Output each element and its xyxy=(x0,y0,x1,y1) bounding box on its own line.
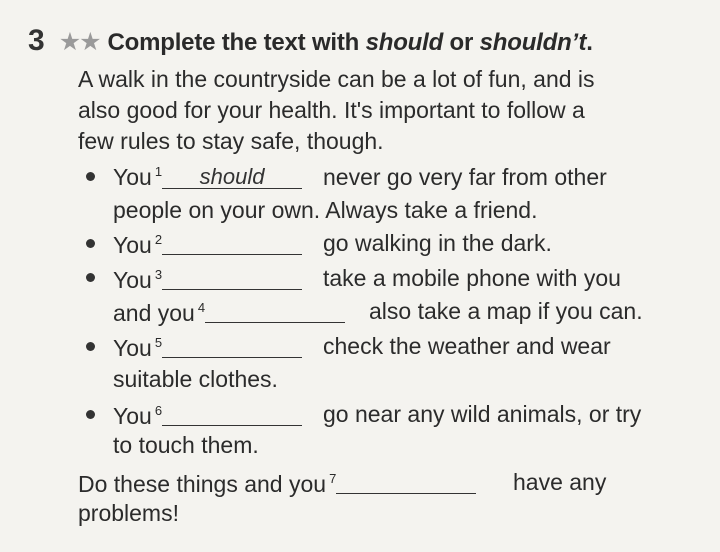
answer-blank[interactable] xyxy=(162,164,302,189)
gap-number: 6 xyxy=(154,403,163,418)
bullet-icon xyxy=(86,239,95,248)
item-text: people on your own. Always take a friend. xyxy=(113,197,538,223)
item-text: to touch them. xyxy=(113,432,259,458)
list-item: You $^6$ xyxy=(113,399,302,435)
gap-number: 5 xyxy=(154,335,163,350)
list-item: You $^3$ xyxy=(113,263,302,299)
item-text: never go very far from other xyxy=(323,164,607,190)
exercise-number: 3 xyxy=(28,24,45,57)
item-text: go walking in the dark. xyxy=(323,230,552,256)
item-text: go near any wild animals, or try xyxy=(323,401,642,427)
intro-line: A walk in the countryside can be a lot of fun, and is xyxy=(78,66,595,92)
exercise-heading xyxy=(28,24,593,62)
answer-blank[interactable] xyxy=(162,230,302,255)
answer-blank[interactable] xyxy=(162,333,302,358)
difficulty-stars-icon: ★★ xyxy=(58,28,100,56)
item-text: check the weather and wear xyxy=(323,333,611,359)
bullet-icon xyxy=(86,172,95,181)
exercise-instruction: Complete the text with should or shouldn’t. xyxy=(107,29,593,56)
filled-answer: should xyxy=(199,164,265,189)
bullet-icon xyxy=(86,342,95,351)
item-text: also take a map if you can. xyxy=(369,298,643,324)
list-item: You $^2$ xyxy=(113,228,302,264)
gap-number: 7 xyxy=(329,471,337,486)
answer-blank[interactable] xyxy=(336,469,476,494)
bullet-icon xyxy=(86,410,95,419)
list-item: You $^1$ should xyxy=(113,162,302,196)
answer-blank[interactable] xyxy=(162,265,302,290)
closing-line: Do these things and you $^7$ xyxy=(78,467,476,503)
answer-blank[interactable] xyxy=(205,298,345,323)
gap-number: 1 xyxy=(154,164,163,179)
gap-number: 3 xyxy=(154,267,163,282)
bullet-icon xyxy=(86,273,95,282)
closing-text: problems! xyxy=(78,500,179,526)
item-text: take a mobile phone with you xyxy=(323,265,621,291)
answer-blank[interactable] xyxy=(162,401,302,426)
intro-line: few rules to stay safe, though. xyxy=(78,128,384,154)
list-item: and you $^4$ xyxy=(113,296,345,332)
list-item: You $^5$ xyxy=(113,331,302,367)
closing-text: have any xyxy=(513,469,607,495)
intro-line: also good for your health. It's important to follow a xyxy=(78,97,585,123)
gap-number: 2 xyxy=(154,232,163,247)
gap-number: 4 xyxy=(197,300,206,315)
item-text: suitable clothes. xyxy=(113,366,278,392)
